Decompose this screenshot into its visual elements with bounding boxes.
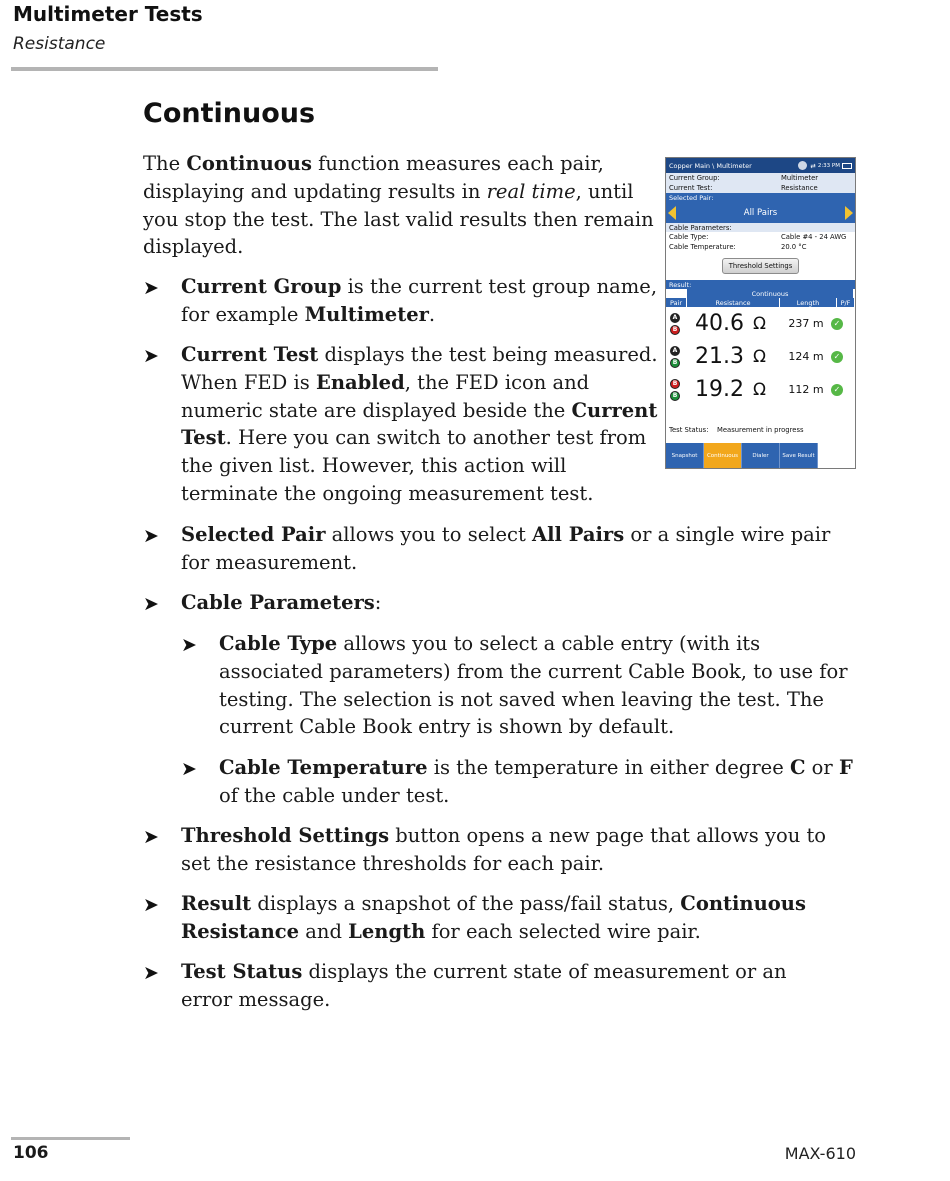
- bullet-current-group: Current Group is the current test group name, for example Multimeter.: [181, 275, 658, 326]
- pass-check-icon: ✓: [831, 318, 843, 330]
- pair-dot-icon: A: [670, 313, 680, 323]
- next-arrow-icon[interactable]: [845, 206, 853, 220]
- current-test-row[interactable]: Current Test: Resistance: [666, 183, 855, 193]
- sub-bullet-arrow-icon: ➤: [181, 758, 197, 780]
- tab-save-result[interactable]: Save Result: [780, 443, 818, 469]
- section-title: Continuous: [143, 98, 316, 129]
- cable-parameters-label: Cable Parameters:: [666, 223, 855, 232]
- bullet-arrow-icon: ➤: [143, 894, 159, 916]
- length-value: 112 m: [788, 383, 824, 396]
- length-value: 124 m: [788, 350, 824, 363]
- resistance-value: 40.6: [695, 311, 744, 336]
- cable-type-row[interactable]: Cable Type: Cable #4 - 24 AWG: [669, 233, 847, 241]
- result-row: [666, 340, 855, 373]
- bullet-cable-parameters: Cable Parameters:: [181, 591, 382, 614]
- selected-pair-selector[interactable]: [666, 202, 855, 223]
- header-rule: [11, 67, 438, 71]
- bullet-arrow-icon: ➤: [143, 277, 159, 299]
- result-row: [666, 373, 855, 406]
- footer-rule: [11, 1137, 130, 1140]
- tab-snapshot[interactable]: Snapshot: [666, 443, 704, 469]
- battery-icon: [842, 163, 852, 169]
- device-tab-bar: [666, 443, 855, 469]
- page-number: 106: [13, 1143, 49, 1163]
- pair-dot-icon: B: [670, 358, 680, 368]
- clock-icon: [798, 161, 807, 170]
- tab-continuous[interactable]: Continuous: [704, 443, 742, 469]
- selected-pair-value: All Pairs: [743, 207, 778, 218]
- sub-bullet-arrow-icon: ➤: [181, 634, 197, 656]
- length-value: 237 m: [788, 317, 824, 330]
- product-model: MAX-610: [784, 1144, 856, 1163]
- bullet-test-status: Test Status displays the current state of measurement or an error message.: [181, 960, 787, 1011]
- pass-check-icon: ✓: [831, 351, 843, 363]
- sort-icon: ⇄: [810, 161, 816, 170]
- bullet-arrow-icon: ➤: [143, 593, 159, 615]
- device-breadcrumb: Copper Main \ Multimeter: [669, 161, 752, 170]
- pair-dot-icon: B: [670, 391, 680, 401]
- bullet-threshold-settings: Threshold Settings button opens a new page that allows you to set the resistance thresholds for each pair.: [181, 824, 827, 875]
- current-group-row[interactable]: Current Group: Multimeter: [666, 173, 855, 183]
- threshold-settings-button[interactable]: Threshold Settings: [722, 258, 800, 274]
- bullet-result: Result displays a snapshot of the pass/fail status, Continuous Resistance and Length for each selected wire pair.: [181, 892, 806, 943]
- intro-paragraph: The Continuous function measures each pair, displaying and updating results in real time, until you stop the test. The last valid results then remain displayed.: [143, 152, 654, 259]
- page-header-title: Multimeter Tests: [13, 2, 203, 26]
- pass-check-icon: ✓: [831, 384, 843, 396]
- bullet-selected-pair: Selected Pair allows you to select All Pairs or a single wire pair for measurement.: [181, 523, 831, 574]
- tab-dialer[interactable]: Dialer: [742, 443, 780, 469]
- continuous-header: Continuous: [666, 289, 855, 298]
- pair-dot-icon: B: [670, 379, 680, 389]
- bullet-arrow-icon: ➤: [143, 826, 159, 848]
- device-screenshot: [665, 157, 856, 469]
- cable-temperature-row[interactable]: Cable Temperature: 20.0 °C: [669, 243, 807, 251]
- bullet-cable-temperature: Cable Temperature is the temperature in either degree C or F of the cable under test.: [219, 756, 853, 807]
- bullet-cable-type: Cable Type allows you to select a cable entry (with its associated parameters) from the current Cable Book, to use for testing. The selection is not saved when leaving the test. The current Cable Book entry is shown by default.: [219, 632, 848, 739]
- device-time: 2:33 PM: [817, 162, 840, 169]
- resistance-unit: Ω: [753, 379, 766, 400]
- result-label: Result:: [666, 280, 855, 289]
- selected-pair-label: Selected Pair:: [666, 193, 855, 202]
- bullet-arrow-icon: ➤: [143, 525, 159, 547]
- resistance-value: 19.2: [695, 377, 744, 402]
- device-title-bar: [666, 158, 855, 173]
- pair-dot-icon: B: [670, 325, 680, 335]
- bullet-arrow-icon: ➤: [143, 962, 159, 984]
- result-row: [666, 307, 855, 340]
- test-status-row: Test Status: Measurement in progress: [669, 426, 804, 434]
- result-column-headers: Pair Resistance Length P/F: [666, 298, 855, 307]
- resistance-unit: Ω: [753, 313, 766, 334]
- page-header-subtitle: Resistance: [13, 34, 106, 54]
- previous-arrow-icon[interactable]: [668, 206, 676, 220]
- resistance-value: 21.3: [695, 344, 744, 369]
- bullet-arrow-icon: ➤: [143, 345, 159, 367]
- resistance-unit: Ω: [753, 346, 766, 367]
- bullet-current-test: Current Test displays the test being measured. When FED is Enabled, the FED icon and numeric state are displayed beside the Current Test. Here you can switch to another test from the given list. However, this action will terminate the ongoing measurement test.: [181, 343, 658, 505]
- pair-dot-icon: A: [670, 346, 680, 356]
